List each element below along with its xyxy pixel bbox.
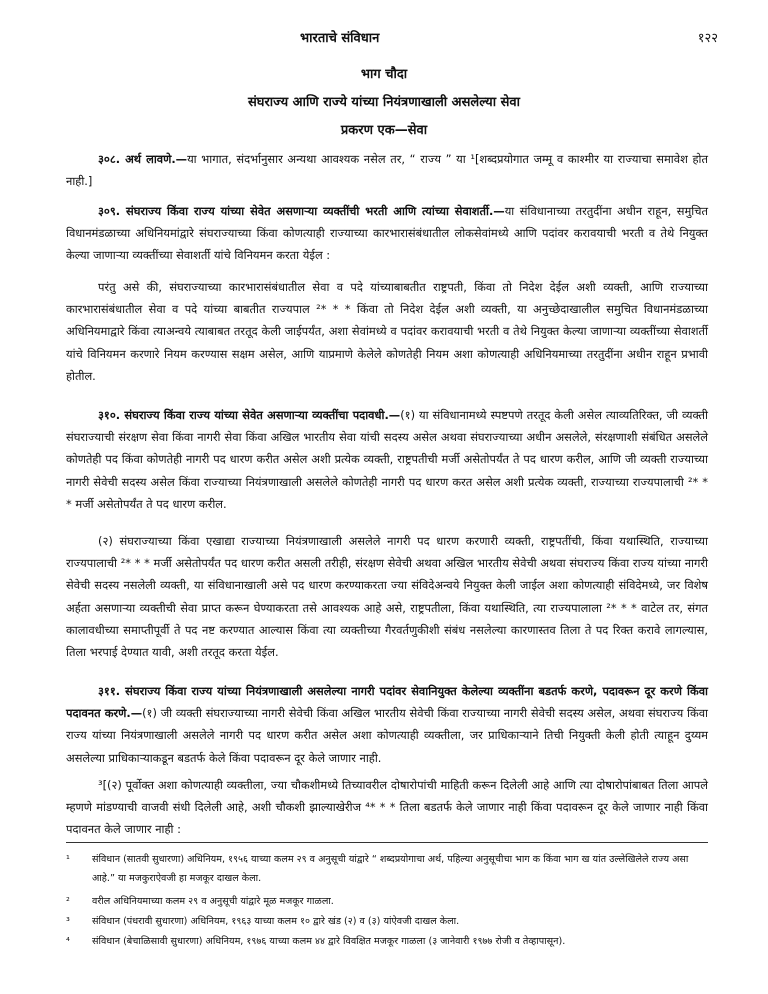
article-309-text: या संविधानाच्या तरतुदींना अधीन राहून, समुचित विधानमंडळाच्या अधिनियमांद्वारे संघराज्याच्या किंवा कोणत्याही राज्याच्या कारभारासंबंधातील लोकसेवांमध्ये आणि पदांवर करावयाची भरती व तेथे नियुक्त केल्या जाणाऱ्या व्यक्तींच्या सेवाशर्ती यांचे विनियमन करता येईल : [66, 204, 708, 263]
part-subtitle: संघराज्य आणि राज्ये यांच्या नियंत्रणाखाली असलेल्या सेवा [248, 95, 520, 110]
chapter-title: प्रकरण एक—सेवा [340, 123, 428, 138]
footnote-number: ² [66, 896, 70, 907]
article-310-clause-1: (१) या संविधानामध्ये स्पष्टपणे तरतूद केली असेल त्याव्यतिरिक्त, जी व्यक्ती संघराज्याची संरक्षण सेवा किंवा नागरी सेवा किंवा अखिल भारतीय सेवा यांची सदस्य असेल अथवा संघराज्याच्या अधीन असलेले, संरक्षणाशी संबंधित असलेले कोणतेही पद किंवा कोणतेही नागरी पद धारण करीत असेल अशी प्रत्येक व्यक्ती, राष्ट्रपतीची मर्जी असेतोपर्यंत ते पद धारण करील, आणि जी व्यक्ती राज्याच्या नागरी सेवेची सदस्य असेल किंवा राज्याच्या नियंत्रणाखाली असलेले कोणतेही नागरी पद धारण करत असेल अशी प्रत्येक व्यक्ती, राज्याच्या राज्यपालाची ²* * * मर्जी असेतोपर्यंत ते पद धारण करील. [66, 408, 708, 511]
footnote [66, 850, 708, 888]
footnote-number: ¹ [66, 854, 70, 865]
footnote [66, 912, 708, 931]
article-311-clause-2: ³[(२) पूर्वोक्त अशा कोणत्याही व्यक्तीला, ज्या चौकशीमध्ये तिच्यावरील दोषारोपांची माहिती करून दिलेली आहे आणि त्या दोषारोपांबाबत तिला आपले म्हणणे मांडण्याची वाजवी संधी दिलेली आहे, अशी चौकशी झाल्याखेरीज ⁴* * * तिला बडतर्फ केले जाणार नाही किंवा पदावरून दूर केले जाणार नाही किंवा पदावनत केले जाणार नाही : [66, 778, 709, 837]
article-309-proviso: परंतु असे की, संघराज्याच्या कारभारासंबंधातील सेवा व पदे यांच्याबाबतीत राष्ट्रपती, किंवा तो निदेश देईल अशी व्यक्ती, आणि राज्याच्या कारभारासंबंधातील सेवा व पदे यांच्या बाबतीत राज्यपाल ²* * * किंवा तो निदेश देईल अशी व्यक्ती, या अनुच्छेदाखालील समुचित विधानमंडळाच्या अधिनियमाद्वारे किंवा त्याअन्वये त्याबाबत तरतूद केली जाईपर्यंत, अशा सेवांमध्ये व पदांवर करावयाची भरती व तेथे नियुक्त केल्या जाणाऱ्या व्यक्तींच्या सेवाशर्ती यांचे विनियमन करणारे नियम करण्यास सक्षम असेल, आणि याप्रमाणे केलेले कोणतेही नियम अशा कोणत्याही अधिनियमाच्या तरतुदींना अधीन राहून प्रभावी होतील. [66, 280, 708, 383]
article-308 [66, 148, 708, 192]
article-311-heading: ३११. संघराज्य किंवा राज्य यांच्या नियंत्रणाखाली असलेल्या नागरी पदांवर सेवानियुक्त केलेल्या व्यक्तींना बडतर्फ करणे, पदावरून दूर करणे किंवा पदावनत करणे.— [66, 684, 708, 721]
article-311 [66, 680, 708, 769]
article-308-text: या भागात, संदर्भानुसार अन्यथा आवश्यक नसेल तर, “ राज्य ” या ¹[शब्दप्रयोगात जम्मू व काश्मीर या राज्याचा समावेश होत नाही.] [66, 152, 708, 189]
article-309 [66, 200, 708, 267]
article-311-clause-1: (१) जी व्यक्ती संघराज्याच्या नागरी सेवेची किंवा अखिल भारतीय सेवेची किंवा राज्याच्या नागरी सेवेची सदस्य असेल, अथवा संघराज्य किंवा राज्य यांच्या नियंत्रणाखाली असलेले नागरी पद धारण करीत असेल अशा कोणत्याही व्यक्तीला, जर प्राधिकाऱ्याने तिची नियुक्ती केली होती त्याहून दुय्यम असलेल्या प्राधिकाऱ्याकडून बडतर्फ केले किंवा पदावरून दूर केले जाणार नाही. [66, 706, 708, 765]
article-310-clause-2: (२) संघराज्याच्या किंवा एखाद्या राज्याच्या नियंत्रणाखाली असलेले नागरी पद धारण करणारी व्यक्ती, राष्ट्रपतींची, किंवा यथास्थिति, राज्याच्या राज्यपालाची ²* * * मर्जी असेतोपर्यंत पद धारण करीत असली तरीही, संरक्षण सेवेची अथवा अखिल भारतीय सेवेची अथवा संघराज्य किंवा राज्य यांच्या नागरी सेवेची सदस्य नसलेली व्यक्ती, या संविधानाखाली असे पद धारण करण्याकरता ज्या संविदेअन्वये नियुक्त केली जाईल अशा कोणत्याही संविदेमध्ये, जर विशेष अर्हता असणाऱ्या व्यक्तीची सेवा प्राप्त करून घेण्याकरता तसे आवश्यक आहे असे, राष्ट्रपतीला, किंवा यथास्थिति, त्या राज्यपालाला ²* * * वाटेल तर, संगत कालावधीच्या समाप्तीपूर्वी ते पद नष्ट करण्यात आल्यास किंवा त्या व्यक्तीच्या गैरवर्तणुकीशी संबंध नसलेल्या कारणास्तव तिला ते पद रिक्त करावे लागल्यास, तिला भरपाई देण्यात यावी, अशी तरतूद करता येईल. [66, 534, 708, 660]
running-header-title: भारताचे संविधान [300, 31, 380, 46]
footnote-text: संविधान (बेचाळिसावी सुधारणा) अधिनियम, १९७६ याच्या कलम ४४ द्वारे विवक्षित मजकूर गाळला (३ जानेवारी १९७७ रोजी व तेव्हापासून). [92, 936, 566, 947]
footnote-number: ³ [66, 916, 70, 927]
page-number: १२२ [697, 31, 718, 46]
article-310 [66, 404, 708, 515]
footnote [66, 932, 708, 951]
article-308-heading: ३०८. अर्थ लावणे.— [98, 152, 188, 166]
footnote [66, 892, 708, 911]
article-309-heading: ३०९. संघराज्य किंवा राज्य यांच्या सेवेत असणाऱ्या व्यक्तींची भरती आणि त्यांच्या सेवाशर्ती.— [98, 204, 505, 218]
article-310-heading: ३१०. संघराज्य किंवा राज्य यांच्या सेवेत असणाऱ्या व्यक्तींचा पदावधी.— [98, 408, 401, 422]
footnote-number: ⁴ [66, 936, 70, 947]
footnote-divider [66, 842, 708, 843]
footnote-text: वरील अधिनियमाच्या कलम २९ व अनुसूची यांद्वारे मूळ मजकूर गाळला. [92, 896, 334, 907]
footnote-text: संविधान (सातवी सुधारणा) अधिनियम, १९५६ याच्या कलम २९ व अनुसूची यांद्वारे “ शब्दप्रयोगाचा अर्थ, पहिल्या अनुसूचीचा भाग क किंवा भाग ख यांत उल्लेखिलेले राज्य असा आहे.” या मजकुराऐवजी हा मजकूर दाखल केला. [92, 854, 689, 884]
part-title: भाग चौदा [360, 67, 408, 82]
footnote-text: संविधान (पंधरावी सुधारणा) अधिनियम, १९६३ याच्या कलम १० द्वारे खंड (२) व (३) यांऐवजी दाखल केला. [92, 916, 460, 927]
